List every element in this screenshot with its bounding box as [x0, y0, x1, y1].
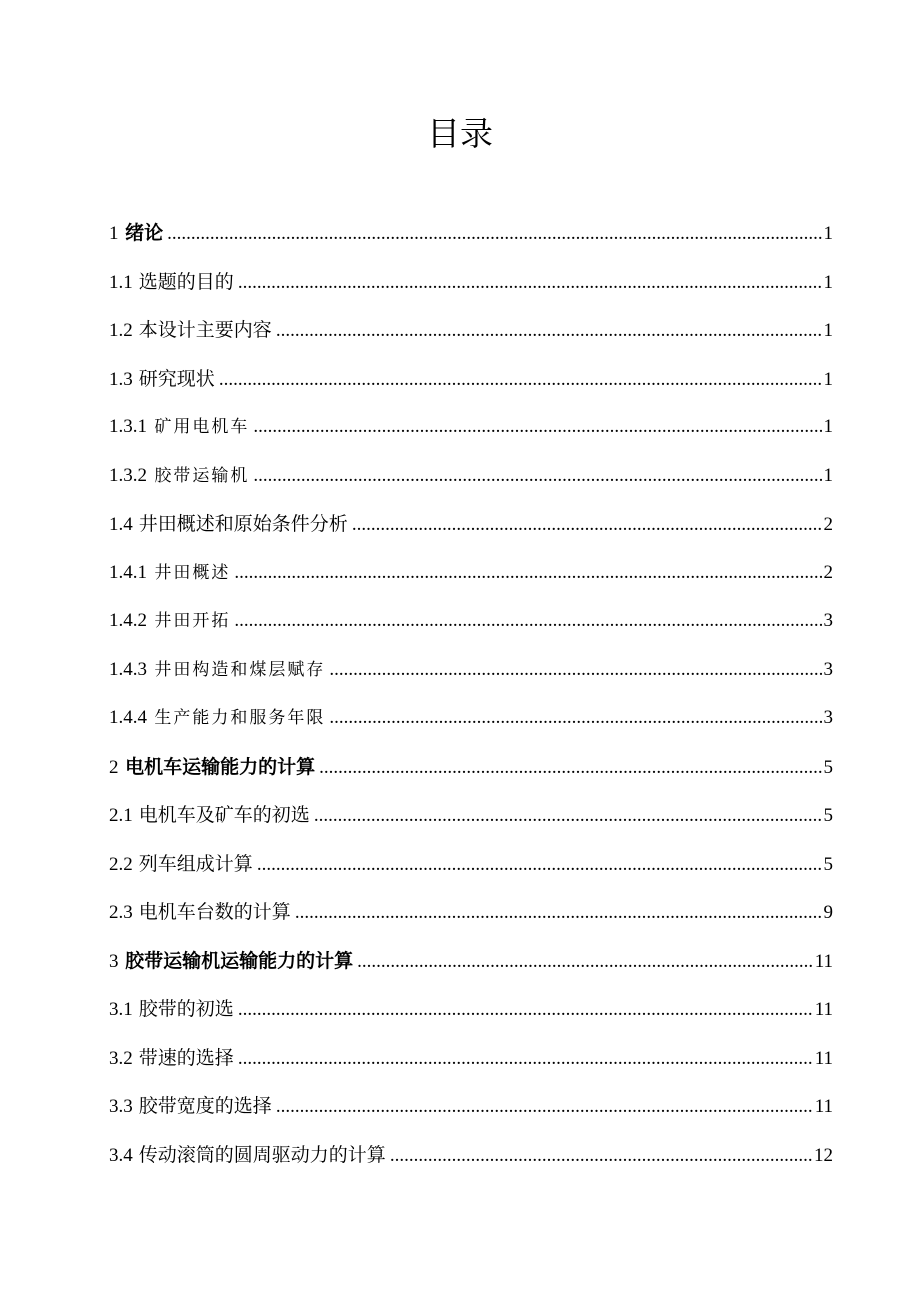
toc-entry-number: 1.1	[109, 271, 133, 293]
toc-entry[interactable]	[109, 646, 833, 695]
toc-entry-label	[109, 452, 249, 501]
dot-leader	[234, 597, 821, 646]
toc-entry-label	[109, 888, 291, 938]
dot-leader	[238, 1035, 813, 1084]
toc-entry[interactable]	[109, 1034, 833, 1083]
toc-entry-page-number: 1	[823, 320, 833, 341]
toc-entry[interactable]	[109, 258, 833, 307]
toc-entry-number: 1.4.3	[109, 658, 147, 680]
toc-entry-page-number: 11	[814, 950, 833, 972]
toc-entry-label	[109, 597, 230, 646]
toc-entry-number: 1.3.2	[109, 464, 147, 486]
toc-entry-page-number: 1	[823, 223, 833, 244]
toc-entry-label	[109, 840, 253, 890]
dot-leader	[253, 403, 821, 452]
toc-entry[interactable]	[109, 888, 833, 937]
toc-entry-page-number: 2	[823, 514, 833, 535]
toc-entry-text: 选题的目的	[138, 270, 234, 293]
toc-entry-number: 1.4.2	[109, 610, 147, 631]
toc-entry[interactable]	[109, 791, 833, 840]
toc-entry[interactable]	[109, 1131, 833, 1180]
toc-entry-number: 1.3.1	[109, 416, 147, 437]
toc-entry[interactable]	[109, 403, 833, 452]
toc-entry-label	[109, 403, 249, 452]
toc-entry[interactable]	[109, 743, 833, 792]
toc-entry-number: 2	[109, 756, 119, 778]
toc-entry-text: 研究现状	[138, 367, 215, 390]
toc-entry-number: 1.4	[109, 514, 133, 535]
toc-entry-label	[109, 549, 230, 598]
toc-entry-number: 3.3	[109, 1096, 133, 1117]
toc-entry-text: 井田概述	[154, 562, 231, 583]
toc-entry-number: 3.4	[109, 1144, 133, 1166]
toc-entry-page-number: 5	[823, 756, 833, 778]
dot-leader	[357, 938, 813, 987]
toc-entry-label	[109, 985, 234, 1035]
toc-entry-text: 生产能力和服务年限	[154, 708, 326, 728]
toc-entry-number: 3.2	[109, 1047, 133, 1069]
toc-entry-page-number: 11	[814, 1096, 833, 1117]
toc-entry-label	[109, 743, 315, 793]
toc-entry-page-number: 1	[823, 368, 833, 390]
toc-entry-label	[109, 500, 348, 550]
toc-entry[interactable]	[109, 500, 833, 549]
dot-leader	[167, 210, 821, 259]
table-of-contents	[109, 209, 833, 1179]
dot-leader	[352, 501, 822, 550]
toc-entry-text: 本设计主要内容	[138, 319, 272, 341]
toc-entry[interactable]	[109, 549, 833, 598]
toc-entry-text: 传动滚筒的圆周驱动力的计算	[138, 1143, 386, 1166]
toc-entry-text: 电机车及矿车的初选	[138, 804, 310, 826]
dot-leader	[257, 841, 822, 890]
toc-entry-number: 1	[109, 223, 119, 244]
toc-entry-text: 电机车运输能力的计算	[125, 755, 316, 778]
toc-entry-label	[109, 1131, 386, 1181]
page-title: 目录	[427, 114, 493, 153]
toc-entry[interactable]	[109, 209, 833, 258]
toc-entry-number: 2.1	[109, 805, 133, 826]
toc-entry-text: 矿用电机车	[154, 417, 250, 437]
dot-leader	[276, 1083, 813, 1132]
toc-entry-label	[109, 355, 215, 405]
dot-leader	[329, 646, 821, 695]
toc-entry-number: 2.3	[109, 902, 133, 923]
dot-leader	[276, 307, 822, 356]
toc-entry[interactable]	[109, 355, 833, 404]
toc-entry-page-number: 1	[823, 464, 833, 486]
toc-entry-page-number: 1	[823, 271, 833, 293]
toc-entry[interactable]	[109, 694, 833, 743]
dot-leader	[219, 356, 822, 405]
toc-entry-label	[109, 791, 310, 841]
toc-entry-text: 带速的选择	[138, 1046, 234, 1069]
toc-entry-label	[109, 258, 234, 308]
dot-leader	[314, 792, 822, 841]
toc-entry-label	[109, 646, 325, 695]
toc-entry-page-number: 11	[814, 1047, 833, 1069]
toc-entry-page-number: 3	[823, 707, 833, 728]
dot-leader	[295, 889, 822, 938]
toc-entry-text: 电机车台数的计算	[138, 901, 291, 923]
toc-entry-text: 井田开拓	[154, 611, 231, 631]
dot-leader	[253, 452, 821, 501]
toc-entry-page-number: 11	[814, 999, 833, 1020]
toc-entry-number: 1.2	[109, 320, 133, 341]
toc-entry-page-number: 3	[823, 610, 833, 631]
toc-entry-text: 绪论	[125, 222, 164, 244]
toc-entry-label	[109, 209, 163, 259]
toc-entry-text: 胶带运输机运输能力的计算	[125, 949, 354, 972]
dot-leader	[390, 1132, 812, 1181]
toc-entry-text: 井田构造和煤层赋存	[154, 659, 326, 680]
dot-leader	[234, 549, 821, 598]
toc-entry-number: 1.3	[109, 368, 133, 390]
toc-entry[interactable]	[109, 937, 833, 986]
toc-entry[interactable]	[109, 1082, 833, 1131]
toc-entry-label	[109, 937, 353, 987]
toc-entry-page-number: 9	[823, 902, 833, 923]
toc-entry-number: 1.4.4	[109, 707, 147, 728]
toc-entry-label	[109, 1082, 272, 1132]
dot-leader	[238, 259, 822, 308]
dot-leader	[238, 986, 813, 1035]
toc-entry[interactable]	[109, 840, 833, 889]
toc-entry-page-number: 1	[823, 416, 833, 437]
toc-entry-number: 3.1	[109, 999, 133, 1020]
toc-entry-label	[109, 306, 272, 356]
dot-leader	[329, 694, 821, 743]
toc-entry-page-number: 2	[823, 561, 833, 583]
toc-entry-label	[109, 1034, 234, 1084]
toc-entry[interactable]	[109, 597, 833, 646]
toc-entry-page-number: 5	[823, 853, 833, 875]
toc-entry-text: 胶带宽度的选择	[138, 1095, 272, 1117]
toc-entry[interactable]	[109, 306, 833, 355]
toc-entry-page-number: 3	[823, 658, 833, 680]
toc-entry-text: 列车组成计算	[138, 852, 253, 875]
dot-leader	[319, 744, 821, 793]
toc-entry-number: 1.4.1	[109, 561, 147, 583]
toc-entry[interactable]	[109, 985, 833, 1034]
toc-entry-text: 胶带运输机	[154, 465, 250, 486]
toc-entry-number: 2.2	[109, 853, 133, 875]
toc-entry-text: 井田概述和原始条件分析	[138, 513, 348, 535]
toc-entry-page-number: 12	[814, 1144, 833, 1166]
toc-entry-page-number: 5	[823, 805, 833, 826]
toc-entry[interactable]	[109, 452, 833, 501]
toc-entry-label	[109, 694, 325, 743]
toc-entry-number: 3	[109, 950, 119, 972]
toc-entry-text: 胶带的初选	[138, 998, 234, 1020]
